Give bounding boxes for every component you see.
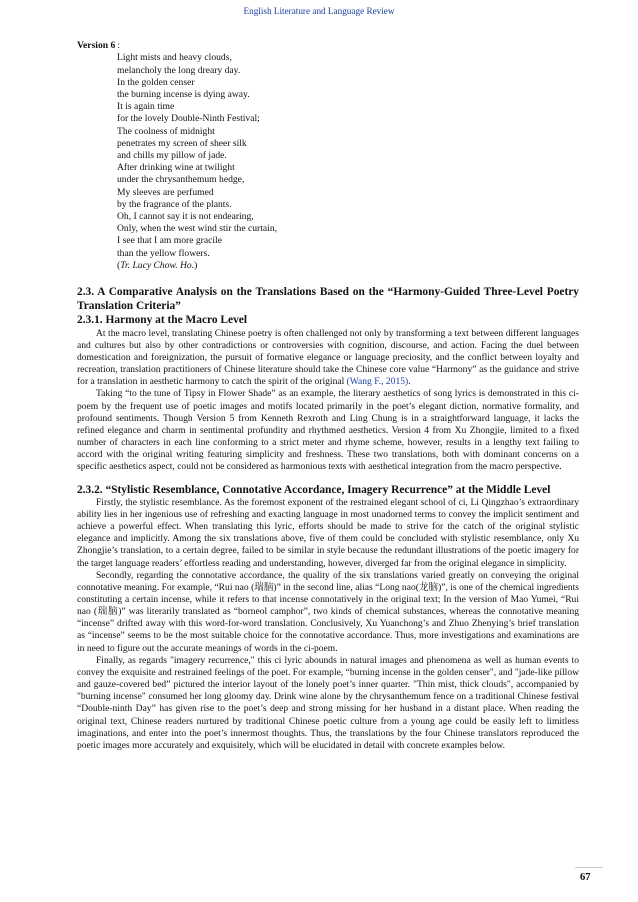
poem-line: the burning incense is dying away. [117, 89, 250, 101]
journal-header: English Literature and Language Review [243, 6, 395, 16]
version-title: Version 6 [77, 40, 116, 51]
poem-line: After drinking wine at twilight [117, 162, 235, 174]
section-2-3-2-title: 2.3.2. “Stylistic Resemblance, Connotative Accordance, Imagery Recurrence” at the Middle Level [77, 483, 551, 496]
section-2-3-1-title: 2.3.1. Harmony at the Macro Level [77, 314, 247, 327]
poem-line: I see that I am more gracile [117, 235, 222, 247]
poem-line: It is again time [117, 101, 175, 113]
poem-line: In the golden censer [117, 76, 195, 88]
paragraph: Taking “to the tune of Tipsy in Flower Shade” as an example, the literary aesthetics of song lyrics is demonstrated in this ci-poem by the frequent use of poetic images and motifs located primarily in the poet’s elegant diction, normative formality, and profound sentiments. Though Version 5 from Kenneth Rexroth and Ling Chung is in a straightforward language, it lacks the refined elegance and charm in sentimental profundity and rhythmed aesthetics. Version 4 from Xu Zhongjie, limited to a fixed number of characters in each line conforming to a strict meter and rhyme scheme, however, results in a lengthy text failing to accord with the original writing featuring simplicity and freshness. These two translations, both with dominant concerns on a specific aesthetics aspect, could not be considered as harmonious texts with aesthetical integration from the macro perspective. [77, 388, 579, 473]
paragraph: Secondly, regarding the connotative accordance, the quality of the six translations varied greatly on conveying the original connotative meaning. For example, “Rui nao (瑞脑)” in the second line, alias “Long nao(龙脑)”, is one of the chemical ingredients constituting a certain incense, while it refers to that incense connotatively in the original text; In the version of Mao Yumei, “Rui nao (瑞脑)” was literarily translated as “borneol camphor”, two kinds of chemical substances, whereas the connotative meaning “incense” drifted away with this word-for-word translation. Conclusively, Xu Yuanchong’s and Zhuo Zhenying’s brief translation as “incense” seems to be the most suitable choice for the connotative accordance. Thus, more investigations and examinations are in need to figure out the accurate meanings of words in the ci-poem. [77, 569, 579, 654]
page-number: 67 [580, 872, 591, 883]
paragraph: Firstly, the stylistic resemblance. As the foremost exponent of the restrained elegant school of ci, Li Qingzhao’s extraordinary ability lies in her ingenious use of refreshing and exacting language in most unadorned terms to convey the implicit sentiment and achieve a powerful effect. When translating this lyric, efforts should be made to strive for the catch of the original stylistic elegance and implicitly. Among the six translations above, five of them could be concluded with stylistic resemblance, only Xu Zhongjie’s translation, to a certain degree, failed to be similar in style because the redundant illustrations of the poetic imagery for the target language readers’ effortless reading and understanding, however, diverged far from the original elegance in simplicity. [77, 496, 579, 569]
translator-name: Tr. Lucy Chow. Ho. [120, 259, 195, 271]
poem-line: melancholy the long dreary day. [117, 64, 241, 76]
citation-link[interactable]: (Wang F., 2015) [346, 376, 409, 388]
poem-line: by the fragrance of the plants. [117, 198, 232, 210]
page-body [77, 40, 579, 752]
poem-line: and chills my pillow of jade. [117, 150, 227, 162]
poem-line: under the chrysanthemum hedge, [117, 174, 245, 186]
poem [117, 52, 579, 272]
poem-line: The coolness of midnight [117, 125, 215, 137]
poem-line: Light mists and heavy clouds, [117, 52, 232, 64]
poem-line: Only, when the west wind stir the curtain, [117, 223, 278, 235]
version-label [77, 40, 579, 52]
translator-credit: (Tr. Lucy Chow. Ho.) [117, 259, 198, 271]
poem-lines [117, 52, 579, 259]
poem-line: penetrates my screen of sheer silk [117, 137, 247, 149]
section-2-3-title: 2.3. A Comparative Analysis on the Translations Based on the “Harmony-Guided Three-Level Poetry Translation Criteria” [77, 286, 579, 313]
paragraph: At the macro level, translating Chinese poetry is often challenged not only by transforming a text between different languages and cultures but also by other contradictions or controversies with cognition, discourse, and action. Facing the duel between domestication and foreignization, the pursuit of formative elegance or language preciosity, and the conflict between loyalty and recreation, translation practitioners of Chinese literature should take the Chinese core value “Harmony” as the guidance and strive for a translation in aesthetic harmony to catch the spirit of the original (Wang F., 2015). [77, 327, 579, 388]
poem-line: My sleeves are perfumed [117, 186, 214, 198]
poem-line: for the lovely Double-Ninth Festival; [117, 113, 260, 125]
poem-line: Oh, I cannot say it is not endearing, [117, 211, 254, 223]
poem-line: than the yellow flowers. [117, 247, 210, 259]
footer-rule [575, 867, 603, 868]
version-colon: : [117, 40, 120, 51]
paragraph: Finally, as regards "imagery recurrence," this ci lyric abounds in natural images and phenomena as well as human events to convey the exquisite and restrained feelings of the poet. For example, “burning incense in the golden censer", and "jade-like pillow and gauze-covered bed” pictured the interior layout of the lonely poet’s inner quarter. "Thin mist, thick clouds", accompanied by "burning incense" consumed her long gloomy day. Drink wine alone by the chrysanthemum fence on a traditional Chinese festival “Double-ninth Day” has given rise to the poet’s deep and strong missing for her husband in a distant place. When reading the original text, Chinese readers nurtured by traditional Chinese poetic culture from a young age could be easily left to limitless imaginations, and enter into the poet’s innermost thoughts. Thus, the translations by the four Chinese translators reproduced the poetic images more accurately and exquisitely, which will be elucidated in detail with concrete examples below. [77, 654, 579, 751]
